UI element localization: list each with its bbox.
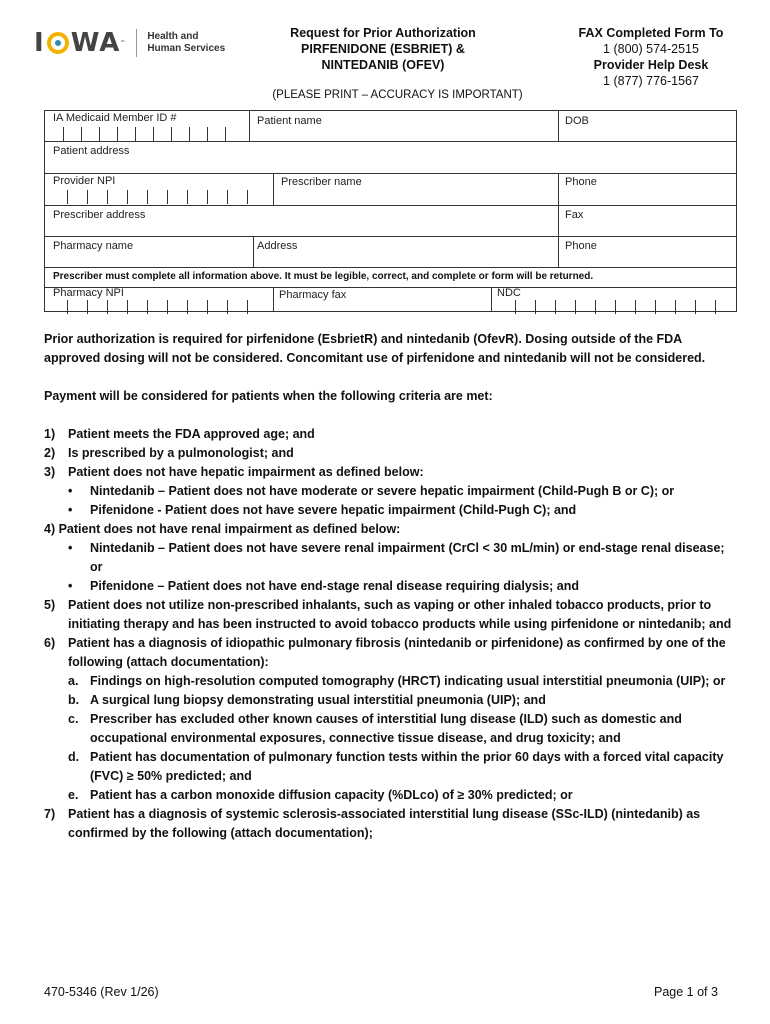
criterion-text: Patient has documentation of pulmonary function tests within the prior 60 days with a forced vital capacity (FVC) ≥ 50% predicted; and bbox=[90, 750, 724, 783]
pharmacy-name-field[interactable]: Pharmacy name bbox=[53, 240, 134, 252]
item-number: 7) bbox=[44, 807, 56, 821]
logo-line1: Health and bbox=[147, 31, 199, 42]
item-number: 5) bbox=[44, 598, 56, 612]
ndc-field[interactable]: NDC bbox=[497, 287, 521, 299]
bullet-icon: • bbox=[68, 579, 73, 593]
criterion-text: Nintedanib – Patient does not have severe renal impairment (CrCl < 30 mL/min) or end-stage renal disease; or bbox=[90, 541, 725, 574]
digit-tick bbox=[535, 300, 536, 314]
criterion-text: A surgical lung biopsy demonstrating usual interstitial pneumonia (UIP); and bbox=[90, 693, 546, 707]
patient-name-field[interactable]: Patient name bbox=[257, 115, 322, 127]
criterion-4b bbox=[44, 577, 734, 596]
item-number: 1) bbox=[44, 427, 56, 441]
criterion-6e bbox=[44, 786, 734, 805]
digit-tick bbox=[515, 300, 516, 314]
form-title bbox=[258, 25, 508, 73]
criterion-text: Is prescribed by a pulmonologist; and bbox=[68, 446, 294, 460]
digit-tick bbox=[67, 300, 68, 314]
digit-tick bbox=[575, 300, 576, 314]
digit-tick bbox=[87, 300, 88, 314]
logo-letters-wa: WA bbox=[70, 28, 121, 58]
item-letter: d. bbox=[68, 750, 80, 764]
help-desk-number: 1 (877) 776-1567 bbox=[603, 74, 699, 88]
criterion-text: Findings on high-resolution computed tomography (HRCT) indicating usual interstitial pneumonia (UIP); or bbox=[90, 674, 726, 688]
digit-tick bbox=[147, 190, 148, 204]
pharmacy-fax-field[interactable]: Pharmacy fax bbox=[279, 289, 347, 301]
prescriber-phone-field[interactable]: Phone bbox=[565, 176, 597, 188]
digit-tick bbox=[655, 300, 656, 314]
bullet-icon: • bbox=[68, 503, 73, 517]
criterion-text: Patient does not utilize non-prescribed inhalants, such as vaping or other inhaled tobacco products, prior to initiating therapy and has been instructed to avoid tobacco products while using pirfenidone or nintedanib; and bbox=[68, 598, 732, 631]
digit-tick bbox=[167, 190, 168, 204]
help-desk-label: Provider Help Desk bbox=[593, 58, 709, 72]
form-number: 470-5346 (Rev 1/26) bbox=[44, 985, 159, 999]
provider-npi-field[interactable]: Provider NPI bbox=[53, 175, 116, 187]
digit-tick bbox=[87, 190, 88, 204]
row-line bbox=[45, 205, 736, 206]
fax-info bbox=[556, 25, 746, 89]
criterion-1 bbox=[44, 425, 734, 444]
digit-tick bbox=[595, 300, 596, 314]
page-number: Page 1 of 3 bbox=[654, 985, 718, 999]
row-line bbox=[45, 287, 736, 288]
criterion-6c bbox=[44, 710, 734, 748]
member-id-field[interactable]: IA Medicaid Member ID # bbox=[53, 112, 177, 124]
patient-address-field[interactable]: Patient address bbox=[53, 145, 130, 157]
pharmacy-address-field[interactable]: Address bbox=[257, 240, 298, 252]
row-line bbox=[45, 267, 736, 268]
dob-field[interactable]: DOB bbox=[565, 115, 589, 127]
row-line bbox=[45, 141, 736, 142]
digit-tick bbox=[227, 300, 228, 314]
digit-tick bbox=[171, 127, 172, 141]
criteria-intro: Payment will be considered for patients when the following criteria are met: bbox=[44, 389, 493, 403]
fax-field[interactable]: Fax bbox=[565, 209, 584, 221]
digit-tick bbox=[207, 300, 208, 314]
logo-subtitle bbox=[147, 31, 225, 55]
iowa-hhs-logo bbox=[34, 28, 225, 58]
criterion-text: Patient has a diagnosis of idiopathic pulmonary fibrosis (nintedanib or pirfenidone) as confirmed by one of the following (attach documentation): bbox=[68, 636, 726, 669]
title-line1: Request for Prior Authorization bbox=[290, 26, 476, 40]
logo-letter-i: I bbox=[34, 28, 45, 58]
criterion-7 bbox=[44, 805, 734, 843]
criteria-body bbox=[44, 330, 734, 843]
digit-tick bbox=[247, 190, 248, 204]
digit-tick bbox=[227, 190, 228, 204]
title-line3: NINTEDANIB (OFEV) bbox=[321, 58, 445, 72]
digit-tick bbox=[247, 300, 248, 314]
prescriber-address-field[interactable]: Prescriber address bbox=[53, 209, 146, 221]
digit-tick bbox=[147, 300, 148, 314]
digit-tick bbox=[153, 127, 154, 141]
item-letter: c. bbox=[68, 712, 79, 726]
col-line bbox=[558, 173, 559, 236]
digit-tick bbox=[675, 300, 676, 314]
item-letter: e. bbox=[68, 788, 79, 802]
col-line bbox=[273, 173, 274, 205]
digit-tick bbox=[207, 127, 208, 141]
pharmacy-phone-field[interactable]: Phone bbox=[565, 240, 597, 252]
pharmacy-npi-field[interactable]: Pharmacy NPI bbox=[53, 287, 124, 299]
col-line bbox=[273, 287, 274, 312]
digit-tick bbox=[715, 300, 716, 314]
digit-tick bbox=[81, 127, 82, 141]
fax-label: FAX Completed Form To bbox=[578, 26, 724, 40]
digit-tick bbox=[555, 300, 556, 314]
row-line bbox=[45, 173, 736, 174]
intro-paragraph: Prior authorization is required for pirfenidone (EsbrietR) and nintedanib (OfevR). Dosing outside of the FDA approved dosing will not be considered. Concomitant use of pirfenidone and nintedanib will not be considered. bbox=[44, 332, 706, 365]
row-line bbox=[45, 236, 736, 237]
digit-tick bbox=[135, 127, 136, 141]
title-line2: PIRFENIDONE (ESBRIET) & bbox=[301, 42, 465, 56]
digit-tick bbox=[635, 300, 636, 314]
digit-tick bbox=[67, 190, 68, 204]
item-letter: a. bbox=[68, 674, 79, 688]
digit-tick bbox=[225, 127, 226, 141]
criterion-2 bbox=[44, 444, 734, 463]
digit-tick bbox=[189, 127, 190, 141]
criterion-text: Prescriber has excluded other known causes of interstitial lung disease (ILD) such as domestic and occupational environmental exposures, connective tissue disease, and drug toxicity; and bbox=[90, 712, 682, 745]
logo-line2: Human Services bbox=[147, 43, 226, 54]
item-number: 2) bbox=[44, 446, 56, 460]
criterion-6d bbox=[44, 748, 734, 786]
criterion-text: Patient has a carbon monoxide diffusion capacity (%DLco) of ≥ 30% predicted; or bbox=[90, 788, 573, 802]
logo-divider bbox=[136, 29, 137, 57]
item-letter: b. bbox=[68, 693, 80, 707]
col-line bbox=[491, 287, 492, 312]
criterion-text: Pifenidone – Patient does not have end-stage renal disease requiring dialysis; and bbox=[90, 579, 580, 593]
col-line bbox=[253, 236, 254, 267]
digit-tick bbox=[99, 127, 100, 141]
criterion-3a bbox=[44, 482, 734, 501]
digit-tick bbox=[207, 190, 208, 204]
col-line bbox=[558, 236, 559, 267]
print-note: (PLEASE PRINT – ACCURACY IS IMPORTANT) bbox=[272, 89, 523, 101]
digit-tick bbox=[127, 300, 128, 314]
digit-tick bbox=[117, 127, 118, 141]
digit-tick bbox=[187, 300, 188, 314]
col-line bbox=[558, 111, 559, 141]
digit-tick bbox=[107, 190, 108, 204]
criterion-text: Patient meets the FDA approved age; and bbox=[68, 427, 315, 441]
criterion-4a bbox=[44, 539, 734, 577]
bullet-icon: • bbox=[68, 484, 73, 498]
criterion-4: 4) Patient does not have renal impairment as defined below: bbox=[44, 522, 401, 536]
criterion-text: Patient has a diagnosis of systemic sclerosis-associated interstitial lung disease (SSc-ILD) (nintedanib) as confirmed by the following (attach documentation); bbox=[68, 807, 701, 840]
prescriber-name-field[interactable]: Prescriber name bbox=[281, 176, 362, 188]
digit-tick bbox=[695, 300, 696, 314]
logo-o-icon bbox=[47, 32, 69, 54]
digit-tick bbox=[187, 190, 188, 204]
criterion-5 bbox=[44, 596, 734, 634]
criterion-text: Pifenidone - Patient does not have severe hepatic impairment (Child-Pugh C); and bbox=[90, 503, 577, 517]
fax-number: 1 (800) 574-2515 bbox=[603, 42, 699, 56]
patient-info-form bbox=[44, 110, 737, 312]
item-number: 6) bbox=[44, 636, 56, 650]
logo-wordmark bbox=[34, 28, 126, 58]
criterion-3 bbox=[44, 463, 734, 482]
criterion-text: Patient does not have hepatic impairment as defined below: bbox=[68, 465, 424, 479]
prescriber-note: Prescriber must complete all information above. It must be legible, correct, and complete or form will be returned. bbox=[53, 271, 594, 282]
criterion-6 bbox=[44, 634, 734, 672]
digit-tick bbox=[63, 127, 64, 141]
item-number: 3) bbox=[44, 465, 56, 479]
logo-tm: ™ bbox=[120, 40, 127, 46]
bullet-icon: • bbox=[68, 541, 73, 555]
col-line bbox=[249, 111, 250, 141]
digit-tick bbox=[107, 300, 108, 314]
digit-tick bbox=[615, 300, 616, 314]
criterion-3b bbox=[44, 501, 734, 520]
digit-tick bbox=[127, 190, 128, 204]
criterion-6a bbox=[44, 672, 734, 691]
criterion-text: Nintedanib – Patient does not have moderate or severe hepatic impairment (Child-Pugh B or C); or bbox=[90, 484, 675, 498]
digit-tick bbox=[167, 300, 168, 314]
criterion-6b bbox=[44, 691, 734, 710]
